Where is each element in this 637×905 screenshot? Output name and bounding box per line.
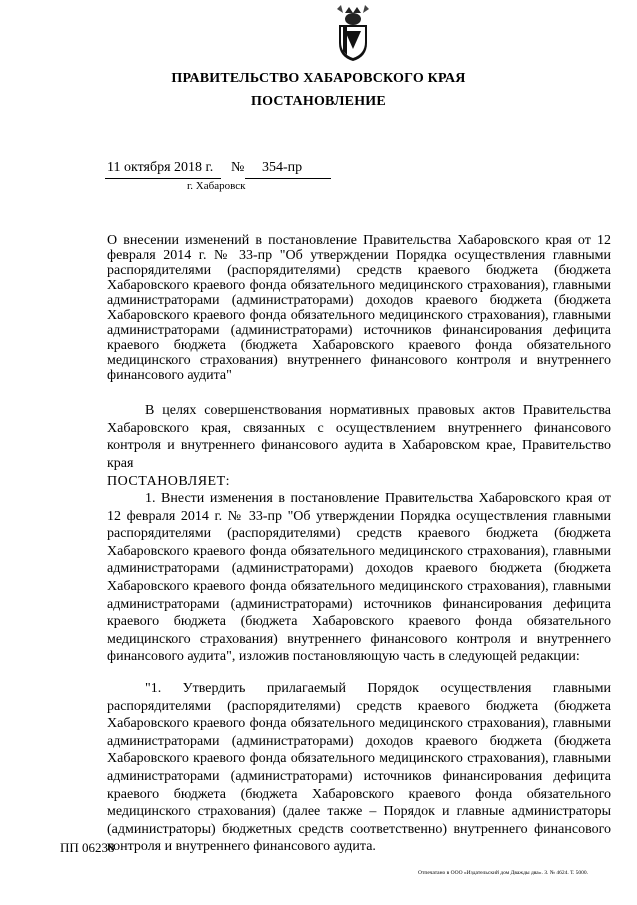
document-type-title: ПОСТАНОВЛЕНИЕ <box>251 94 386 109</box>
quoted-clause-paragraph: "1. Утвердить прилагаемый Порядок осуществления главными распорядителями (распорядителями) средств краевого бюджета (бюджета Хабаровского краевого фонда обязательного медицинского страхования), главными администраторами (администраторами) доходов краевого бюджета (бюджета Хабаровского краевого фонда обязательного медицинского страхования), главными администраторами (администраторами) источников финансирования дефицита краевого бюджета (бюджета Хабаровского краевого фонда обязательного медицинского страхования) (далее также – Порядок и главные администраторы (администраторы) бюджетных средств соответственно) внутреннего финансового контроля и внутреннего финансового аудита. <box>107 681 611 855</box>
government-title: ПРАВИТЕЛЬСТВО ХАБАРОВСКОГО КРАЯ <box>171 71 466 86</box>
document-code: ПП 06238 <box>60 840 115 855</box>
document-city: г. Хабаровск <box>187 180 246 192</box>
preamble-paragraph: В целях совершенствования нормативных правовых актов Правительства Хабаровского края, связанных с осуществлением внутреннего финансового контроля и внутреннего финансового аудита в Хабаровском крае, Правительство края <box>107 403 611 471</box>
number-sign: № <box>231 160 245 175</box>
clause-1-paragraph: 1. Внести изменения в постановление Правительства Хабаровского края от 12 февраля 2014 г. № 33-пр "Об утверждении Порядка осуществления главными распорядителями (распорядителями) средств краевого бюджета (бюджета Хабаровского краевого фонда обязательного медицинского страхования), главными администраторами (администраторами) доходов краевого бюджета (бюджета Хабаровского краевого фонда обязательного медицинского страхования), главными администраторами (администраторами) источников финансирования дефицита краевого бюджета (бюджета Хабаровского краевого фонда обязательного медицинского страхования) внутреннего финансового контроля и внутреннего финансового аудита", изложив постановляющую часть в следующей редакции: <box>107 491 611 665</box>
decrees-heading: ПОСТАНОВЛЯЕТ: <box>107 474 231 489</box>
printer-note: Отпечатано в ООО «Издательский дом Дважды два». З. № 4624. Т. 5000. <box>418 870 589 876</box>
coat-of-arms-icon <box>331 3 375 63</box>
date-underline <box>105 178 221 179</box>
document-subject: О внесении изменений в постановление Правительства Хабаровского края от 12 февраля 2014 г. № 33-пр "Об утверждении Порядка осуществления главными распорядителями (распорядителями) средств краевого бюджета (бюджета Хабаровского краевого фонда обязательного медицинского страхования), главными администраторами (администраторами) доходов краевого бюджета (бюджета Хабаровского краевого фонда обязательного медицинского страхования), главными администраторами (администраторами) источников финансирования дефицита краевого бюджета (бюджета Хабаровского краевого фонда обязательного медицинского страхования) внутреннего финансового контроля и внутреннего финансового аудита" <box>107 233 611 383</box>
document-date: 11 октября 2018 г. <box>107 160 214 175</box>
document-number: 354-пр <box>262 160 303 175</box>
number-underline <box>245 178 331 179</box>
